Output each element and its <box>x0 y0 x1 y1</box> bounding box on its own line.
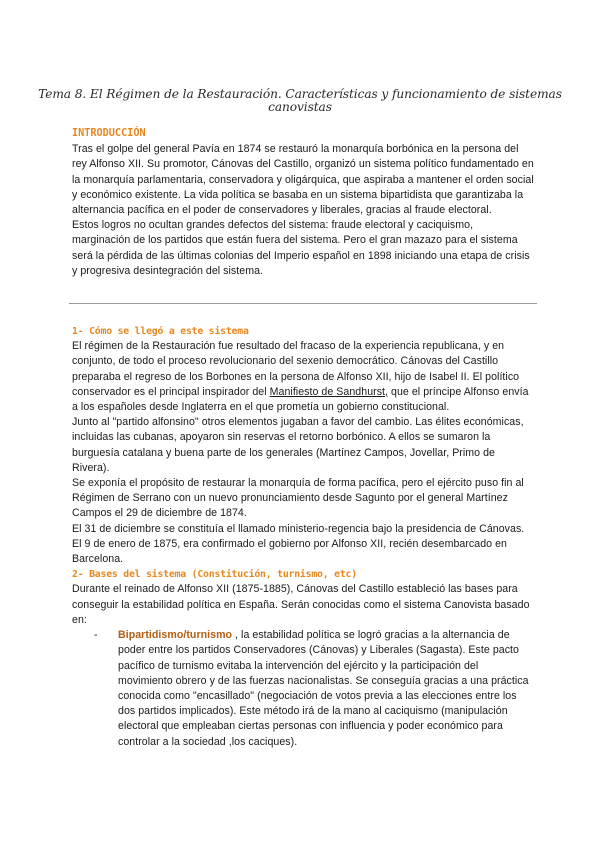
section-divider <box>69 303 537 304</box>
section-1-heading: 1- Cómo se llegó a este sistema <box>72 326 249 338</box>
section-2-heading: 2- Bases del sistema (Constitución, turnismo, etc) <box>72 569 357 581</box>
section-2-intro: Durante el reinado de Alfonso XII (1875-1885), Cánovas del Castillo estableció las bases para conseguir la estabilidad política en España. Serán conocidas como el sistema Canovista basado en: <box>72 583 530 626</box>
bases-list <box>94 628 534 750</box>
section-1-p1-text-b: que el príncipe Alfonso envía a los españoles desde Inglaterra en el que prometía un gobierno constitucional. <box>72 385 529 414</box>
document-body <box>72 126 534 750</box>
list-item-term: Bipartidismo/turnismo <box>118 629 233 642</box>
list-item-text: , la estabilidad política se logró gracias a la alternancia de poder entre los partidos Conservadores (Cánovas) y Liberales (Sagasta). Este pacto pacífico de turnismo evitaba la intervención del ejército y la participación del movimiento obrero y de las fuerzas nacionalistas. Se conseguía gracias a una práctica conocida como "encasillado" (negociación de votos previa a las elecciones entre los dos partidos implicados). Este método irá de la mano al caciquismo (manipulación electoral que empleaban ciertas personas con influencia y poder económico para controlar a la sociedad ,los caciques). <box>118 629 529 748</box>
section-1-paragraph-3: Se exponía el propósito de restaurar la monarquía de forma pacífica, pero el ejército puso fin al Régimen de Serrano con un nuevo pronunciamiento desde Sagunto por el general Martínez Campos el 29 de diciembre de 1874. <box>72 477 524 520</box>
intro-paragraph-1: Tras el golpe del general Pavía en 1874 se restauró la monarquía borbónica en la persona del rey Alfonso XII. Su promotor, Cánovas del Castillo, organizó un sistema político fundamentado en la monarquía parlamentaria, conservadora y oligárquica, que aspiraba a mantener el orden social y económico existente. La vida política se basaba en un sistema bipartidista que garantizaba la alternancia pacífica en el poder de conservadores y liberales, gracias al fraude electoral. <box>72 143 534 217</box>
manifiesto-sandhurst-link[interactable]: Manifiesto de Sandhurst, <box>269 385 389 398</box>
section-1-paragraph-1 <box>72 339 534 415</box>
section-1-paragraph-4: El 31 de diciembre se constituía el llamado ministerio-regencia bajo la presidencia de Cánovas. El 9 de enero de 1875, era confirmado el gobierno por Alfonso XII, recién desembarcado en Barcelona. <box>72 522 525 566</box>
intro-paragraph-2: Estos logros no ocultan grandes defectos del sistema: fraude electoral y caciquismo, marginación de los partidos que están fuera del sistema. Pero el gran mazazo para el sistema será la pérdida de las últimas colonias del Imperio español en 1898 iniciando una etapa de crisis y progresiva desintegración del sistema. <box>72 219 530 277</box>
document-title: Tema 8. El Régimen de la Restauración. Características y funcionamiento de sistemas canovistas <box>38 87 562 114</box>
intro-heading: INTRODUCCIÓN <box>72 128 146 139</box>
section-1-p1-text-a: El régimen de la Restauración fue resultado del fracaso de la experiencia republicana, y en conjunto, de todo el proceso revolucionario del sexenio democrático. Cánovas del Castillo preparaba el regreso de los Borbones en la persona de Alfonso XII, hijo de Isabel II. El político conservador es el principal inspirador del <box>72 340 520 398</box>
list-bullet-dash: - <box>94 629 98 642</box>
section-1-paragraph-2: Junto al "partido alfonsino" otros elementos jugaban a favor del cambio. Las élites económicas, incluidas las cubanas, apoyaron sin reservas el retorno borbónico. A ellos se sumaron la burguesía catalana y buena parte de los generales (Martínez Campos, Jovellar, Primo de Rivera). <box>72 416 524 474</box>
list-item <box>94 628 534 750</box>
